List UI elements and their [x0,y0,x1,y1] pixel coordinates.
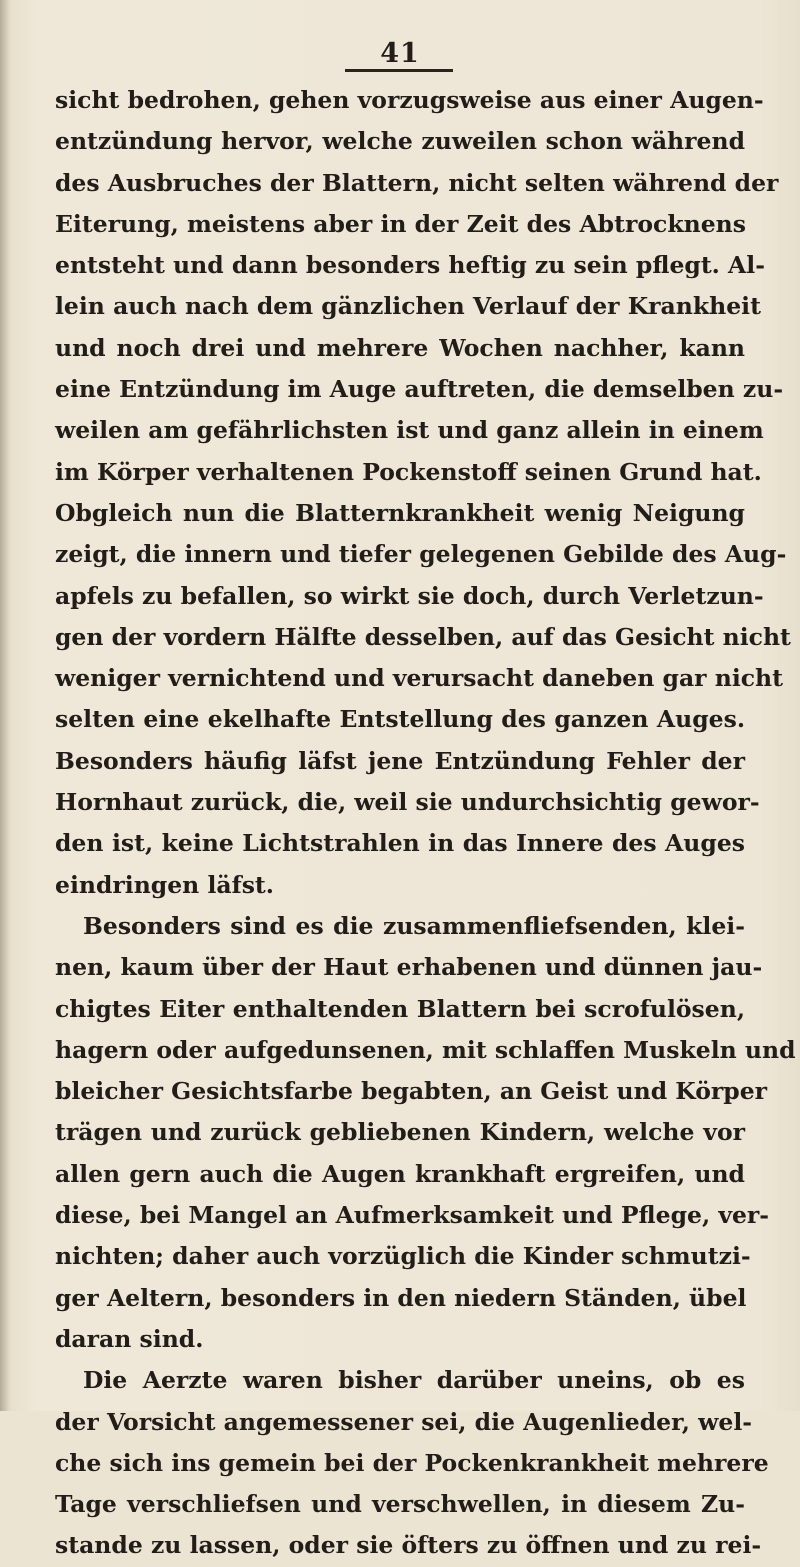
text-line: weilen am gefährlichsten ist und ganz allein in einem [55,416,764,445]
text-line: che sich ins gemein bei der Pockenkrankheit mehrere [55,1448,769,1477]
text-line: im Körper verhaltenen Pockenstoff seinen Grund hat. [55,457,762,486]
text-line: sicht bedrohen, gehen vorzugsweise aus einer Augen- [55,86,764,114]
header-rule [345,69,453,72]
text-line: Die Aerzte waren bisher darüber uneins, ob es [83,1366,745,1395]
text-line: allen gern auch die Augen krankhaft ergreifen, und [55,1159,745,1188]
body-text [55,80,796,1567]
text-line: ger Aeltern, besonders in den niedern Ständen, übel [55,1283,747,1312]
text-line: nichten; daher auch vorzüglich die Kinder schmutzi- [55,1242,751,1271]
text-line: Besonders sind es die zusammenfliefsenden, klei- [83,911,745,940]
text-line: Tage verschliefsen und verschwellen, in diesem Zu- [55,1490,745,1519]
text-line: eindringen läfst. [55,870,274,899]
text-line: gen der vordern Hälfte desselben, auf das Gesicht nicht [55,622,791,651]
text-line: weniger vernichtend und verursacht daneben gar nicht [55,664,783,693]
text-line: der Vorsicht angemessener sei, die Augenlieder, wel- [55,1407,753,1436]
text-line: daran sind. [55,1324,204,1353]
text-line: des Ausbruches der Blattern, nicht selten während der [55,168,779,197]
text-line: trägen und zurück gebliebenen Kindern, welche vor [55,1118,745,1147]
gutter-shadow [0,0,10,1411]
text-line: Hornhaut zurück, die, weil sie undurchsichtig gewor- [55,788,760,817]
text-line: Eiterung, meistens aber in der Zeit des Abtrocknens [55,209,746,238]
text-line: lein auch nach dem gänzlichen Verlauf der Krankheit [55,292,761,321]
text-line: und noch drei und mehrere Wochen nachher, kann [55,333,745,362]
text-line: eine Entzündung im Auge auftreten, die demselben zu- [55,375,784,404]
text-line: stande zu lassen, oder sie öfters zu öffnen und zu rei- [55,1531,762,1560]
text-line: diese, bei Mangel an Aufmerksamkeit und Pflege, ver- [55,1201,770,1230]
text-line: chigtes Eiter enthaltenden Blattern bei scrofulösen, [55,994,745,1023]
text-line: hagern oder aufgedunsenen, mit schlaffen Muskeln und [55,1035,796,1064]
text-line: nen, kaum über der Haut erhabenen und dünnen jau- [55,953,763,982]
text-line: zeigt, die innern und tiefer gelegenen Gebilde des Aug- [55,540,787,569]
page-number-text: 41 [380,38,420,69]
text-line: Besonders häufig läfst jene Entzündung Fehler der [55,746,745,775]
text-line: selten eine ekelhafte Entstellung des ganzen Auges. [55,705,745,734]
page-number [0,38,800,69]
text-line: den ist, keine Lichtstrahlen in das Innere des Auges [55,829,745,858]
text-line: apfels zu befallen, so wirkt sie doch, durch Verletzun- [55,581,764,610]
text-line: entsteht und dann besonders heftig zu sein pflegt. Al- [55,251,765,280]
text-line: bleicher Gesichtsfarbe begabten, an Geist und Körper [55,1077,768,1106]
text-line: Obgleich nun die Blatternkrankheit wenig Neigung [55,498,745,527]
text-line: entzündung hervor, welche zuweilen schon während [55,127,745,156]
